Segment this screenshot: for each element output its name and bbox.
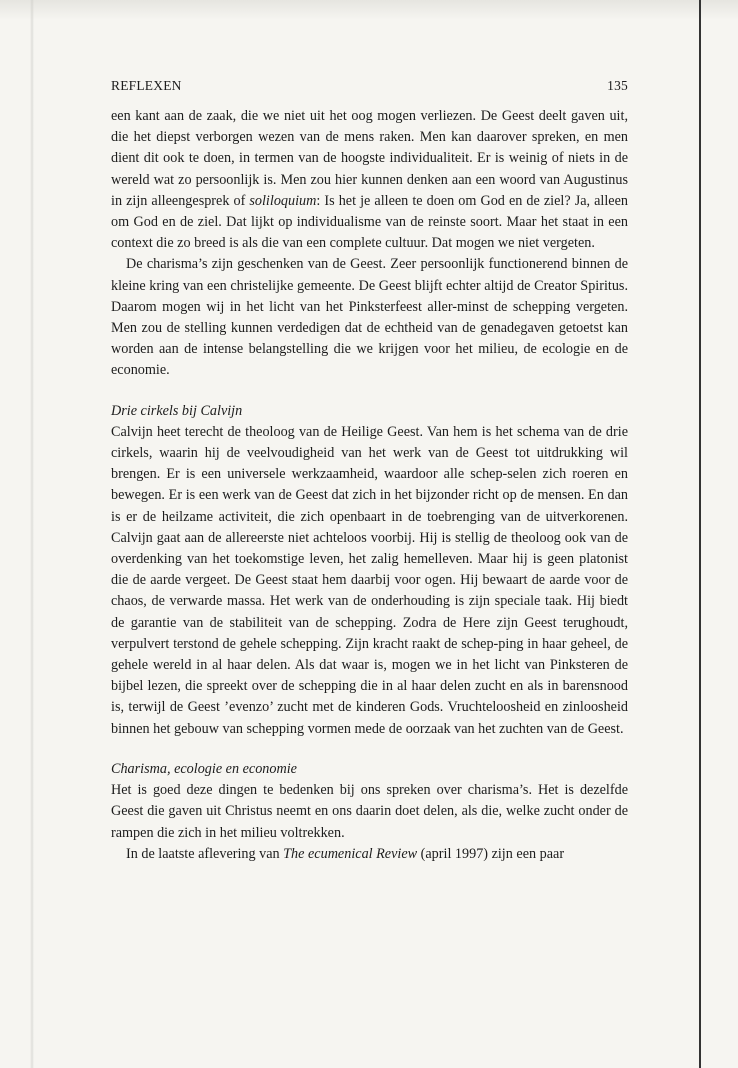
journal-title: The ecumenical Review: [283, 845, 418, 862]
soliloquium-term: soliloquium: [249, 192, 317, 209]
page-number: 135: [607, 78, 628, 93]
paragraph-1: [111, 106, 628, 254]
running-header: [111, 78, 628, 94]
running-title: REFLEXEN: [111, 78, 182, 93]
section-heading-drie-cirkels: Drie cirkels bij Calvijn: [111, 402, 243, 419]
paragraph-3: Calvijn heet terecht de theoloog van de Heilige Geest. Van hem is het schema van de drie cirkels, waarin hij de veelvoudigheid van het werk van de Geest tot uitdrukking wil brengen. Er is een universele werkzaamheid, waardoor alle schep-selen zich roeren en bewegen. Er is een werk van de Geest dat zich in het bijzonder richt op de mensen. En dan is er de heilzame activiteit, die zich openbaart in de toebrenging van de uitverkorenen. Calvijn gaat aan de allereerste niet achteloos voorbij. Hij is stellig de theoloog ook van de overdenking van het toekomstige leven, het zalig hemelleven. Maar hij is geen platonist die de aarde vergeet. De Geest staat hem daarbij voor ogen. Hij bewaart de aarde voor de chaos, de verwarde massa. Het werk van de onderhouding is zijn speciale taak. Hij biedt de garantie van de stabiliteit van de schepping. Zodra de Here zijn Geest terughoudt, verpulvert terstond de gehele schepping. Zijn kracht raakt de schep-ping in haar geheel, de gehele wereld in al haar delen. Als dat waar is, mogen we in het licht van Pinksteren de bijbel lezen, die spreekt over de schepping die in al haar delen zucht en als in barensnood is, terwijl de Geest ’evenzo’ zucht met de kinderen Gods. Vruchteloosheid en zinloosheid binnen het gebouw van schepping vormen mede de oorzaak van het zuchten van de Geest.: [111, 423, 628, 737]
section-heading-charisma: Charisma, ecologie en economie: [111, 760, 297, 777]
scan-gutter-shadow: [30, 0, 34, 1068]
paragraph-5-text-a: In de laatste aflevering van: [126, 845, 284, 862]
paragraph-5: [111, 844, 628, 865]
paragraph-2: De charisma’s zijn geschenken van de Geest. Zeer persoonlijk functionerend binnen de kleine kring van een christelijke gemeente. De Geest blijft echter altijd de Creator Spiritus. Daarom mogen wij in het licht van het Pinksterfeest aller-minst de schepping vergeten. Men zou de stelling kunnen verdedigen dat de echtheid van de genadegaven getoetst kan worden aan de intense belangstelling die we krijgen voor het milieu, de ecologie en de economie.: [111, 256, 628, 379]
paragraph-5-text-b: (april 1997) zijn een paar: [417, 845, 565, 862]
book-page: [111, 78, 628, 865]
scan-top-shadow: [0, 0, 738, 20]
page-edge-line: [699, 0, 701, 1068]
paragraph-4: Het is goed deze dingen te bedenken bij ons spreken over charisma’s. Het is dezelfde Geest die gaven uit Christus neemt en ons daarin doet delen, als die, welke zucht onder de rampen die zich in het milieu voltrekken.: [111, 782, 628, 841]
paragraph-1-text-a: een kant aan de zaak, die we niet uit het oog mogen verliezen. De Geest deelt gaven uit, die het diepst verborgen wezen van de mens raken. Men kan daarover spreken, en men dient dit ook te doen, in termen van de hoogste individualiteit. Er is weinig of niets in de wereld wat zo persoonlijk is. Men zou hier kunnen denken aan een woord van Augustinus in zijn alleengesprek of: [111, 108, 628, 209]
paragraph-1-text-b: : Is het je alleen te doen om God en de ziel? Ja, alleen om God en de ziel. Dat lijkt op individualisme van de reinste soort. Maar het staat in een context die zo breed is als die van een complete cultuur. Dat mogen we niet vergeten.: [111, 192, 628, 252]
